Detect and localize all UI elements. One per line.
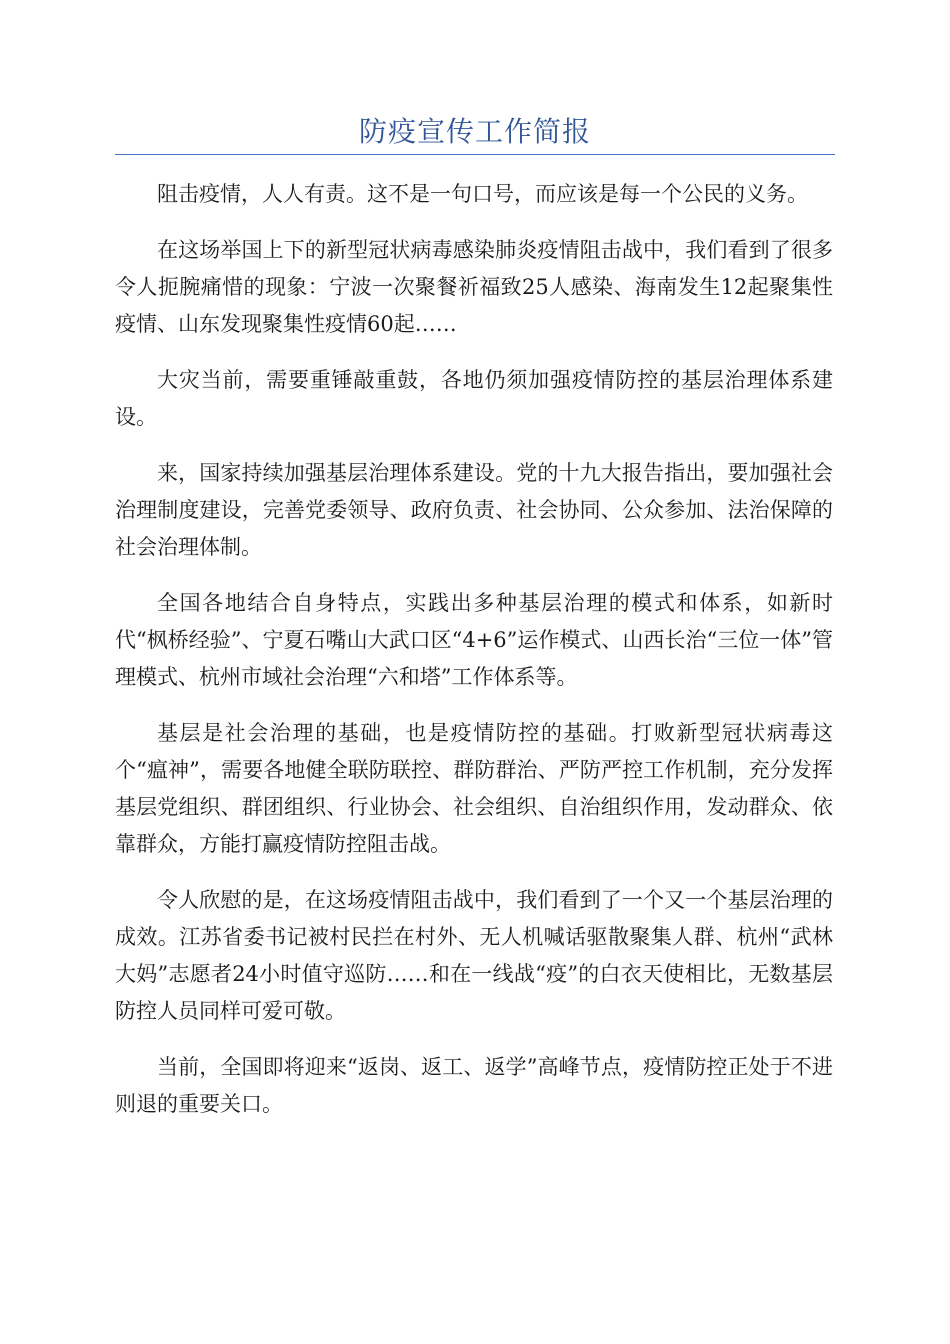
paragraph-3: 大灾当前，需要重锤敲重鼓，各地仍须加强疫情防控的基层治理体系建设。 — [115, 368, 833, 429]
paragraph-8: 当前，全国即将迎来“返岗、返工、返学”高峰节点，疫情防控正处于不进则退的重要关口。 — [115, 1055, 833, 1116]
paragraph-6: 基层是社会治理的基础，也是疫情防控的基础。打败新型冠状病毒这个“瘟神”，需要各地健全联防联控、群防群治、严防严控工作机制，充分发挥基层党组织、群团组织、行业协会、社会组织、自治组织作用，发动群众、依靠群众，方能打赢疫情防控阻击战。 — [115, 721, 833, 856]
paragraph-2: 在这场举国上下的新型冠状病毒感染肺炎疫情阻击战中，我们看到了很多令人扼腕痛惜的现象：宁波一次聚餐祈福致25人感染、海南发生12起聚集性疫情、山东发现聚集性疫情60起…… — [115, 238, 833, 336]
title-divider — [115, 154, 835, 155]
paragraph-5: 全国各地结合自身特点，实践出多种基层治理的模式和体系，如新时代“枫桥经验”、宁夏石嘴山大武口区“4+6”运作模式、山西长治“三位一体”管理模式、杭州市域社会治理“六和塔”工作体系等。 — [115, 591, 833, 689]
document-title: 防疫宣传工作简报 — [358, 115, 591, 148]
paragraph-1: 阻击疫情，人人有责。这不是一句口号，而应该是每一个公民的义务。 — [157, 182, 808, 206]
paragraph-7: 令人欣慰的是，在这场疫情阻击战中，我们看到了一个又一个基层治理的成效。江苏省委书记被村民拦在村外、无人机喊话驱散聚集人群、杭州“武林大妈”志愿者24小时值守巡防……和在一线战“疫”的白衣天使相比，无数基层防控人员同样可爱可敬。 — [115, 888, 833, 1023]
paragraph-4: 来，国家持续加强基层治理体系建设。党的十九大报告指出，要加强社会治理制度建设，完善党委领导、政府负责、社会协同、公众参加、法治保障的社会治理体制。 — [115, 461, 833, 559]
document-body — [115, 176, 833, 1142]
